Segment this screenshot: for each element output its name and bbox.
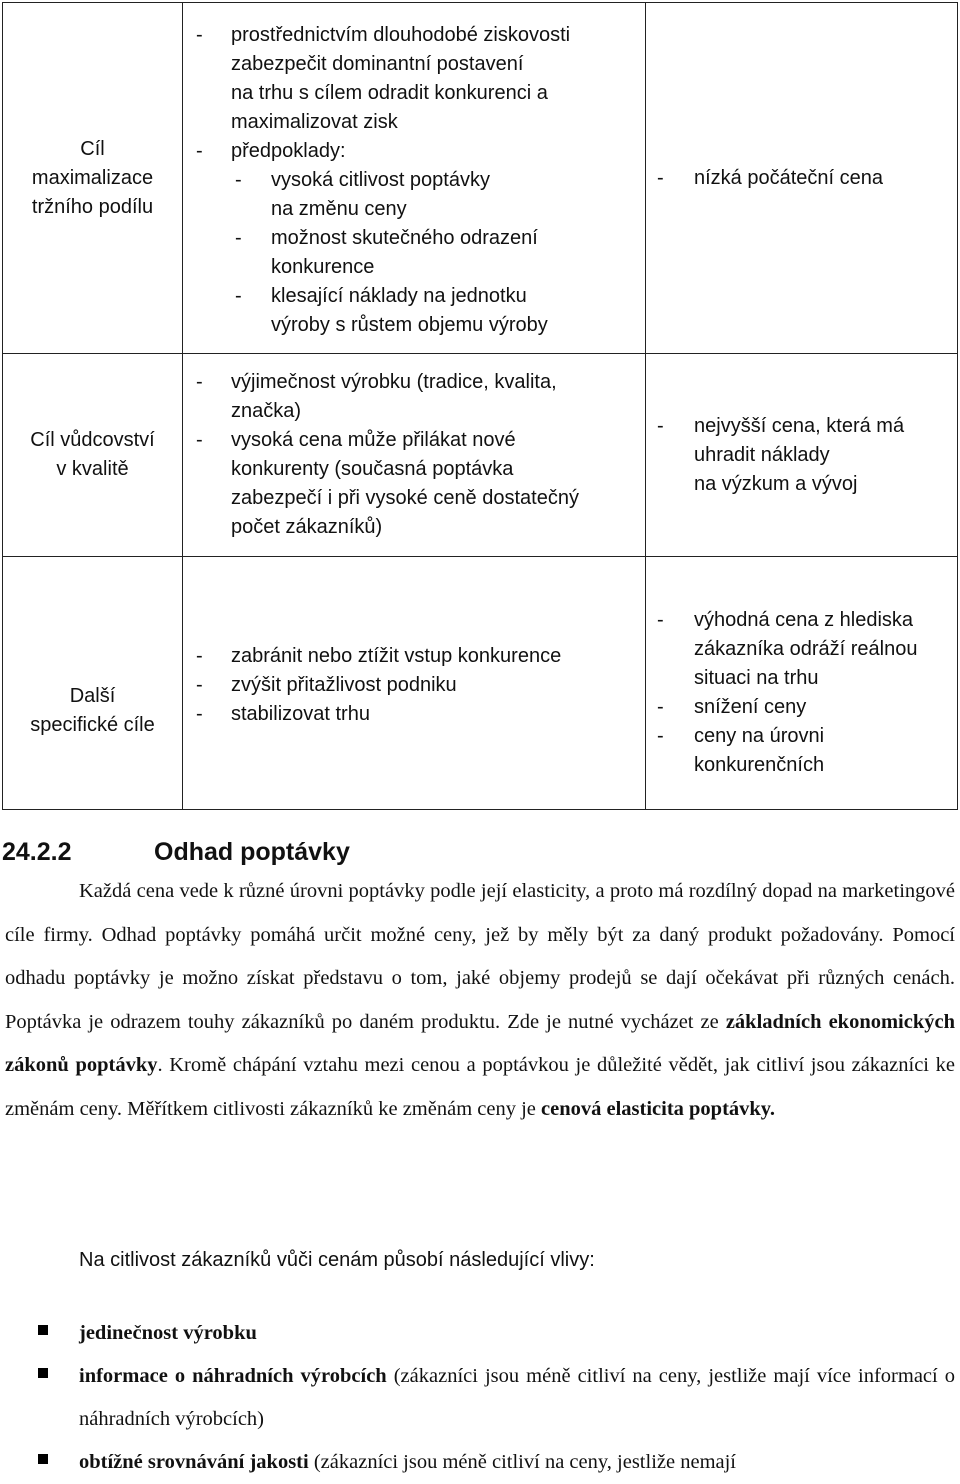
goal-description-cell <box>183 354 646 557</box>
text-line: na výzkum a vývoj <box>694 472 858 495</box>
table-row <box>3 557 958 810</box>
influences-list <box>0 1312 955 1484</box>
goal-label-line: specifické cíle <box>30 713 155 736</box>
goal-label-line: Další <box>69 684 116 707</box>
body-paragraph <box>5 870 955 1132</box>
text-line: - výhodná cena z hlediska <box>694 609 914 631</box>
section-number: 24.2.2 <box>2 838 72 866</box>
list-item <box>646 693 957 722</box>
text-line: zákazníka odráží reálnou <box>694 638 918 660</box>
price-list <box>646 412 957 499</box>
text-line: - zvýšit přitažlivost podniku <box>231 674 457 696</box>
paragraph-bold-text: cenová elasticita poptávky. <box>541 1097 776 1120</box>
text-line: - stabilizovat trhu <box>231 703 370 725</box>
list-item <box>0 1312 955 1355</box>
description-list <box>183 21 645 340</box>
paragraph-text: Každá cena vede k různé úrovni poptávky podle její elasticity, a proto má rozdílný dopad na marketingové cíle firmy. Odhad poptávky pomáhá určit možné ceny, jež by měly být za daný produkt požadovány. Pomocí odhadu poptávky je možno získat představu o tom, jaké objemy prodejů se dají očekávat při různých cenách. Poptávka je odrazem touhy zákazníků po daném produktu. Zde je nutné vycházet ze <box>5 880 955 1033</box>
text-line: - výjimečnost výrobku (tradice, kvalita, <box>231 371 557 393</box>
list-item <box>183 671 645 700</box>
prerequisites-list <box>231 166 645 340</box>
list-item <box>183 137 645 340</box>
goal-label-line: maximalizace <box>31 166 154 189</box>
bullet-bold-text: jedinečnost výrobku <box>79 1322 257 1344</box>
goal-label-line: v kvalitě <box>56 458 129 480</box>
list-item <box>183 426 645 542</box>
description-list <box>183 368 645 542</box>
price-cell <box>646 557 958 810</box>
price-list <box>646 164 957 193</box>
text-line: výroby s růstem objemu výroby <box>271 314 548 336</box>
list-item <box>231 224 645 282</box>
text-line: - nejvyšší cena, která má <box>694 414 905 437</box>
paragraph-text: . Kromě chápání vztahu mezi cenou a poptávkou je důležité vědět, jak citliví jsou zákazníci ke změnám ceny. Měřítkem citlivosti zákazníků ke změnám ceny je <box>5 1054 955 1120</box>
goal-label-line: tržního podílu <box>31 195 154 218</box>
text-line: - nízká počáteční cena <box>694 166 884 189</box>
text-line: - zabránit nebo ztížit vstup konkurence <box>231 645 562 667</box>
list-item <box>183 642 645 671</box>
section-heading <box>2 835 957 869</box>
goal-label-line: Cíl vůdcovství <box>30 429 155 451</box>
bullet-bold-text: informace o náhradních výrobcích <box>79 1365 387 1387</box>
pricing-goals-table <box>2 2 958 810</box>
price-cell <box>646 3 958 354</box>
square-bullet-icon <box>38 1325 48 1335</box>
text-line: na trhu s cílem odradit konkurenci a <box>231 82 548 104</box>
goal-label-cell <box>3 3 183 354</box>
text-line: konkurence <box>271 256 375 278</box>
list-item <box>183 21 645 137</box>
square-bullet-icon <box>38 1368 48 1378</box>
list-item <box>646 722 957 780</box>
text-line: - předpoklady: <box>231 140 346 162</box>
list-item <box>231 282 645 340</box>
text-line: - prostřednictvím dlouhodobé ziskovosti <box>231 24 571 46</box>
section-title: Odhad poptávky <box>154 838 350 866</box>
list-item <box>183 700 645 729</box>
text-line: uhradit náklady <box>694 443 830 466</box>
text-line: - vysoká citlivost poptávky <box>271 169 490 191</box>
influences-intro: Na citlivost zákazníků vůči cenám působí následující vlivy: <box>79 1249 595 1271</box>
list-item <box>646 164 957 193</box>
list-item <box>646 606 957 693</box>
goal-description-cell <box>183 557 646 810</box>
description-list <box>183 642 645 729</box>
goal-label-line: Cíl <box>80 137 105 160</box>
bullet-text: (zákazníci jsou méně citliví na ceny, jestliže nemají <box>308 1451 737 1473</box>
text-line: počet zákazníků) <box>231 516 383 538</box>
paragraph-bold-text: základních ekonomických zákonů poptávky <box>5 1010 955 1077</box>
bullet-text: (zákazníci jsou méně citliví na ceny, jestliže mají více informací o náhradních výrobcích) <box>79 1365 955 1430</box>
text-line: - možnost skutečného odrazení <box>271 227 538 249</box>
text-line: zabezpečí i při vysoké ceně dostatečný <box>231 487 579 509</box>
goal-label-cell <box>3 354 183 557</box>
table-row <box>3 3 958 354</box>
list-item <box>231 166 645 224</box>
list-item <box>0 1355 955 1441</box>
text-line: konkurenčních <box>694 754 825 776</box>
goal-description-cell <box>183 3 646 354</box>
text-line: na změnu ceny <box>271 198 407 220</box>
text-line: značka) <box>231 400 302 422</box>
square-bullet-icon <box>38 1454 48 1464</box>
list-item <box>646 412 957 499</box>
text-line: - ceny na úrovni <box>694 725 825 747</box>
price-cell <box>646 354 958 557</box>
table-row <box>3 354 958 557</box>
goal-label-cell <box>3 557 183 810</box>
text-line: situaci na trhu <box>694 667 819 689</box>
text-line: - snížení ceny <box>694 696 807 718</box>
bullet-bold-text: obtížné srovnávání jakosti <box>79 1451 309 1473</box>
text-line: konkurenty (současná poptávka <box>231 458 514 480</box>
price-list <box>646 606 957 780</box>
text-line: maximalizovat zisk <box>231 111 398 133</box>
text-line: zabezpečit dominantní postavení <box>231 53 524 75</box>
list-item <box>183 368 645 426</box>
text-line: - vysoká cena může přilákat nové <box>231 429 516 451</box>
list-item <box>0 1441 955 1484</box>
text-line: - klesající náklady na jednotku <box>271 285 527 307</box>
